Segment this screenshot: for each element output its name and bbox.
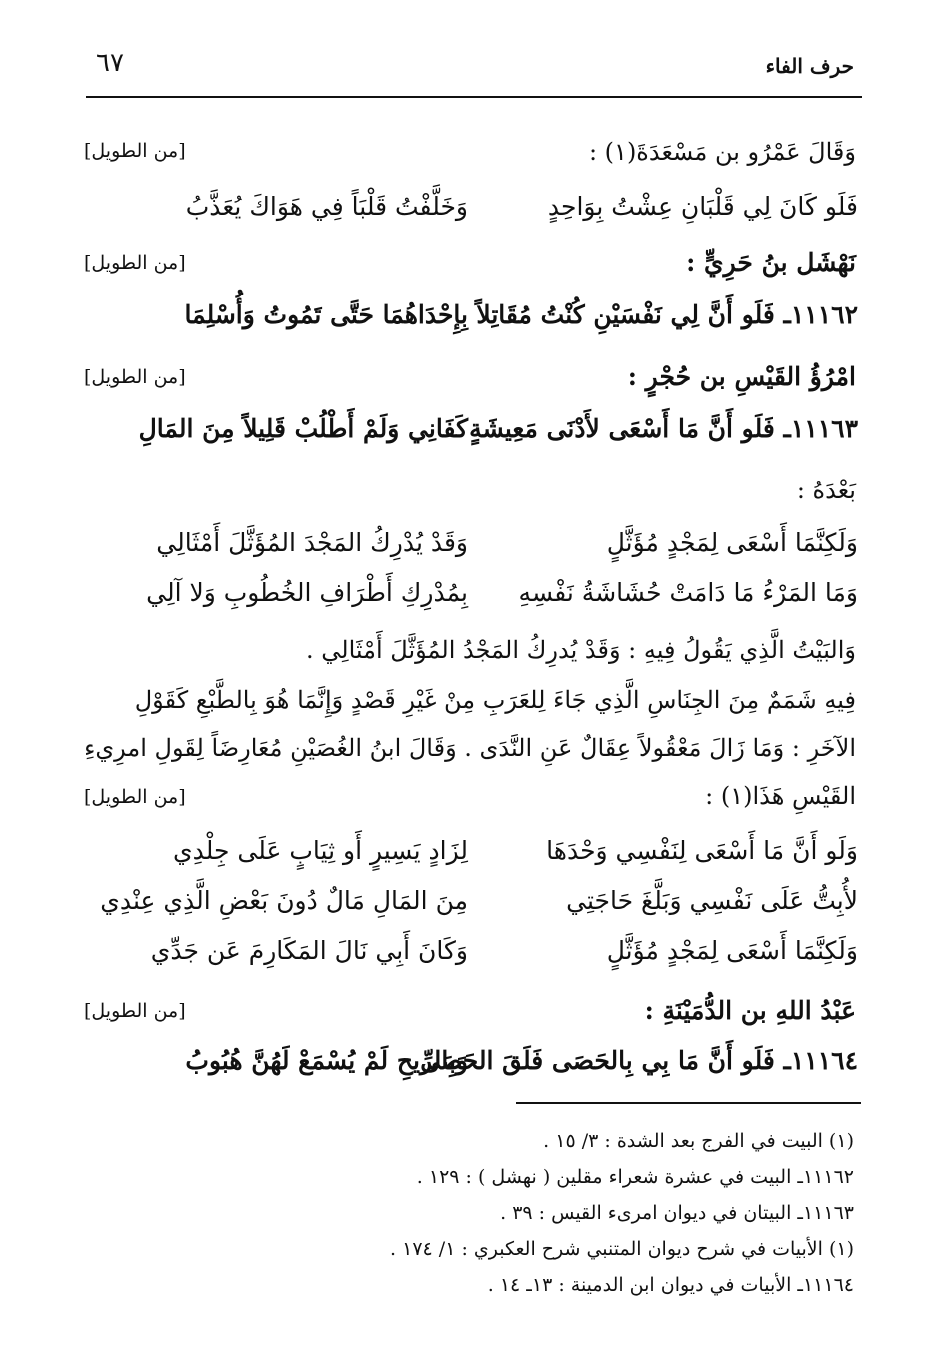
verse-hemistich-first: فَلَو كَانَ لِي قَلْبَانِ عِشْتُ بِوَاحِدٍ — [547, 192, 858, 221]
verse-hemistich-first: وَمَا المَرْءُ مَا دَامَتْ حُشَاشَةُ نَفْسِهِ — [518, 578, 858, 607]
poet-name: امْرُؤُ القَيْسِ بن حُجْرٍ : — [627, 362, 856, 391]
verse-hemistich-second: مِنَ المَالِ مَالٌ دُونَ بَعْضِ الَّذِي عِنْدِي — [100, 886, 468, 915]
verse-hemistich-first: وَلَو أَنَّ مَا أَسْعَى لِنَفْسِي وَحْدَهَا — [546, 836, 858, 865]
meter-label: [من الطويل] — [84, 366, 186, 388]
footnote-rule — [516, 1102, 861, 1104]
verse-hemistich-second: لِزَادٍ يَسِيرٍ أَو ثِيَابٍ عَلَى جِلْدِي — [173, 836, 468, 865]
poet-name: عَبْدُ اللهِ بن الدُّمَيْنَةِ : — [644, 996, 856, 1025]
meter-label: [من الطويل] — [84, 140, 186, 162]
verse-hemistich-second: كَفَانِي وَلَمْ أَطْلُبْ قَلِيلاً مِنَ المَالِ — [138, 414, 468, 443]
verse-hemistich-second: وَكَانَ أَبِي نَالَ المَكَارِمَ عَن جَدِّي — [150, 936, 468, 965]
prose-line: وَالبَيْتُ الَّذِي يَقُولُ فِيهِ : وَقَدْ يُدرِكُ المَجْدُ المُؤَثَّلَ أَمْثَالِي . — [306, 636, 856, 664]
prose-line: فِيهِ شَمَمٌ مِنَ الجِنَاسِ الَّذِي جَاءَ لِلعَرَبِ مِنْ غَيْرِ قَصْدٍ وَإِنَّمَا هُوَ بِالطَّبْعِ كَقَوْلِ — [134, 686, 856, 714]
footnote: ١١١٦٣ـ البيتان في ديوان امرىء القيس : ٣٩ . — [500, 1202, 854, 1224]
verse-hemistich-first: ١١١٦٣ـ فَلَو أَنَّ مَا أَسْعَى لأَدْنَى مَعِيشَةٍ — [469, 414, 858, 443]
verse-hemistich-second: بِإِحْدَاهُمَا حَتَّى تَمُوتُ وَأُسْلِمَا — [184, 300, 468, 329]
running-head-chapter: حرف الفاء — [765, 54, 854, 78]
verse-hemistich-first: ١١١٦٤ـ فَلَو أَنَّ مَا بِي بِالحَصَى فَلَقَ الحَصَى — [420, 1046, 858, 1075]
after-label: بَعْدَهُ : — [796, 476, 856, 504]
footnote: (١) البيت في الفرج بعد الشدة : ٣/ ١٥ . — [543, 1130, 854, 1152]
poet-intro: وَقَالَ عَمْرُو بن مَسْعَدَةَ(١) : — [588, 138, 856, 166]
prose-line: القَيْسِ هَذَا(١) : — [705, 782, 856, 810]
prose-line: الآخَرِ : وَمَا زَالَ مَعْقُولاً عِقَالٌ عَنِ النَّدَى . وَقَالَ ابنُ الغُصَيْنِ مُعَارِضَاً لِقَولِ امرِيءِ — [84, 734, 856, 762]
verse-hemistich-first: وَلَكِنَّمَا أَسْعَى لِمَجْدٍ مُؤَثَّلٍ — [606, 528, 858, 557]
meter-label: [من الطويل] — [84, 1000, 186, 1022]
header-rule — [86, 96, 862, 98]
footnote: ١١١٦٤ـ الأبيات في ديوان ابن الدمينة : ١٣ـ ١٤ . — [487, 1274, 854, 1296]
footnote: ١١١٦٢ـ البيت في عشرة شعراء مقلين ( نهشل ) : ١٢٩ . — [416, 1166, 854, 1188]
verse-hemistich-first: لأُبِتُّ عَلَى نَفْسِي وَبَلَّغَ حَاجَتِي — [566, 886, 858, 915]
footnote: (١) الأبيات في شرح ديوان المتنبي شرح العكبري : ١/ ١٧٤ . — [390, 1238, 854, 1260]
poet-name: نَهْشَل بنُ حَرِيٍّ : — [686, 248, 856, 277]
verse-hemistich-second: بِمُدْرِكِ أَطْرَافِ الخُطُوبِ وَلا آلِي — [146, 578, 468, 607]
verse-hemistich-second: وَبِالرِّيحِ لَمْ يُسْمَعْ لَهُنَّ هُبُوبُ — [185, 1046, 468, 1075]
page-number: ٦٧ — [96, 48, 124, 78]
verse-hemistich-first: وَلَكِنَّمَا أَسْعَى لِمَجْدٍ مُؤَثَّلٍ — [606, 936, 858, 965]
meter-label: [من الطويل] — [84, 252, 186, 274]
verse-hemistich-first: ١١١٦٢ـ فَلَو أَنَّ لِي نَفْسَيْنِ كُنْتُ مُقَاتِلاً — [476, 300, 858, 329]
verse-hemistich-second: وَقَدْ يُدْرِكُ المَجْدَ المُؤَثَّلَ أَمْثَالِي — [156, 528, 468, 557]
meter-label: [من الطويل] — [84, 786, 186, 808]
verse-hemistich-second: وَخَلَّفْتُ قَلْبَاً فِي هَوَاكَ يُعَذَّبُ — [185, 192, 468, 221]
